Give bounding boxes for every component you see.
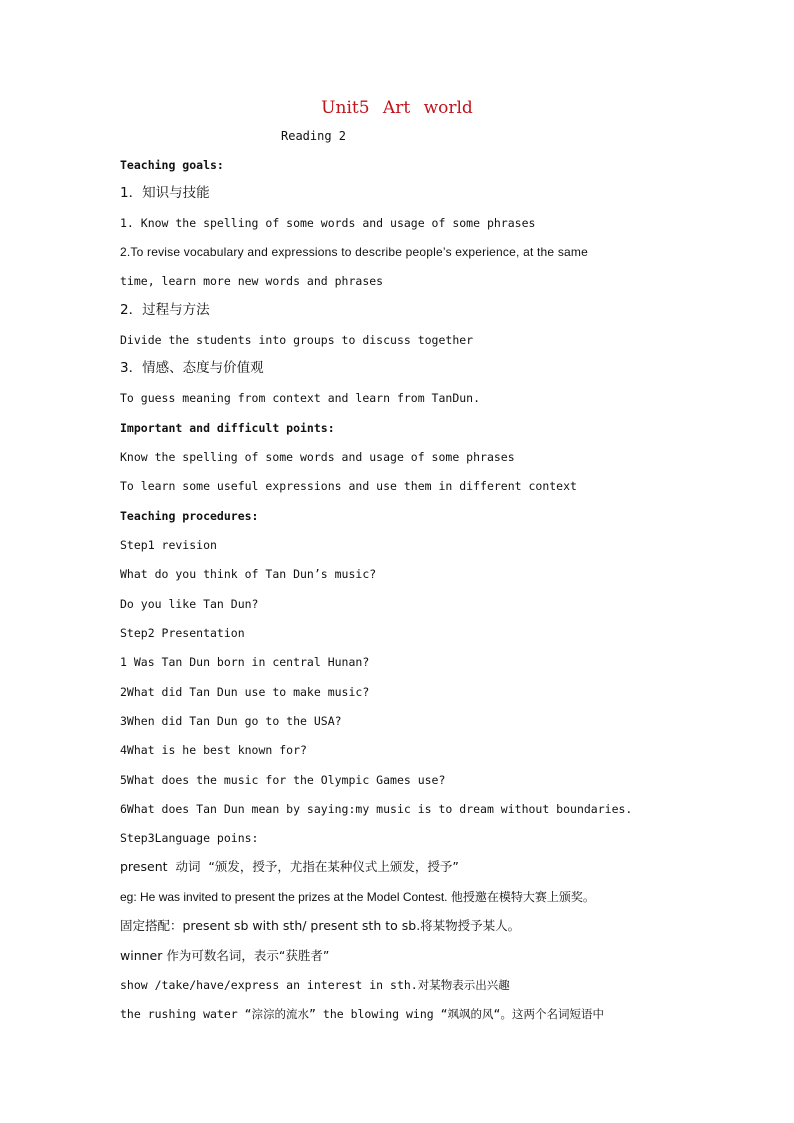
step3-heading: Step3Language poins:: [120, 831, 259, 845]
question-6: 6What does Tan Dun mean by saying:my music is to dream without boundaries.: [120, 802, 633, 816]
goal-line-3: time, learn more new words and phrases: [120, 274, 384, 288]
document-title: Unit5 Art world: [321, 98, 473, 118]
heading-teaching-procedures: Teaching procedures:: [120, 509, 259, 523]
language-point-example: eg: He was invited to present the prizes at the Model Contest. 他授邀在模特大赛上颁奖。: [120, 890, 595, 904]
goal-heading-3: 3．情感、态度与价值观: [120, 360, 264, 376]
step1-line-2: Do you like Tan Dun?: [120, 597, 259, 611]
step1-line-1: What do you think of Tan Dun’s music?: [120, 567, 377, 581]
point-line-1: Know the spelling of some words and usage of some phrases: [120, 450, 515, 464]
question-1: 1 Was Tan Dun born in central Hunan?: [120, 655, 370, 669]
heading-teaching-goals: Teaching goals:: [120, 158, 224, 172]
language-point-interest: show /take/have/express an interest in sth.对某物表示出兴趣: [120, 978, 510, 992]
goal-line-4: Divide the students into groups to discuss together: [120, 333, 474, 347]
language-point-collocation: 固定搭配：present sb with sth/ present sth to sb.将某物授予某人。: [120, 918, 521, 933]
question-2: 2What did Tan Dun use to make music?: [120, 685, 370, 699]
point-line-2: To learn some useful expressions and use them in different context: [120, 479, 577, 493]
goal-heading-1: 1．知识与技能: [120, 185, 210, 201]
step1-heading: Step1 revision: [120, 538, 217, 552]
language-point-winner: winner 作为可数名词，表示“获胜者”: [120, 948, 330, 963]
language-point-present: present 动词 “颁发，授予，尤指在某种仪式上颁发，授予”: [120, 859, 459, 874]
question-3: 3When did Tan Dun go to the USA?: [120, 714, 342, 728]
goal-line-1: 1. Know the spelling of some words and usage of some phrases: [120, 216, 536, 230]
document-subtitle: Reading 2: [281, 129, 347, 143]
goal-line-2: 2.To revise vocabulary and expressions to describe people’s experience, at the same: [120, 245, 588, 259]
question-4: 4What is he best known for?: [120, 743, 307, 757]
language-point-rushing-water: the rushing water “淙淙的流水” the blowing wing “飒飒的风“。这两个名词短语中: [120, 1007, 604, 1021]
heading-important-points: Important and difficult points:: [120, 421, 335, 435]
question-5: 5What does the music for the Olympic Games use?: [120, 773, 446, 787]
goal-line-5: To guess meaning from context and learn from TanDun.: [120, 391, 481, 405]
step2-heading: Step2 Presentation: [120, 626, 245, 640]
goal-heading-2: 2．过程与方法: [120, 302, 210, 318]
